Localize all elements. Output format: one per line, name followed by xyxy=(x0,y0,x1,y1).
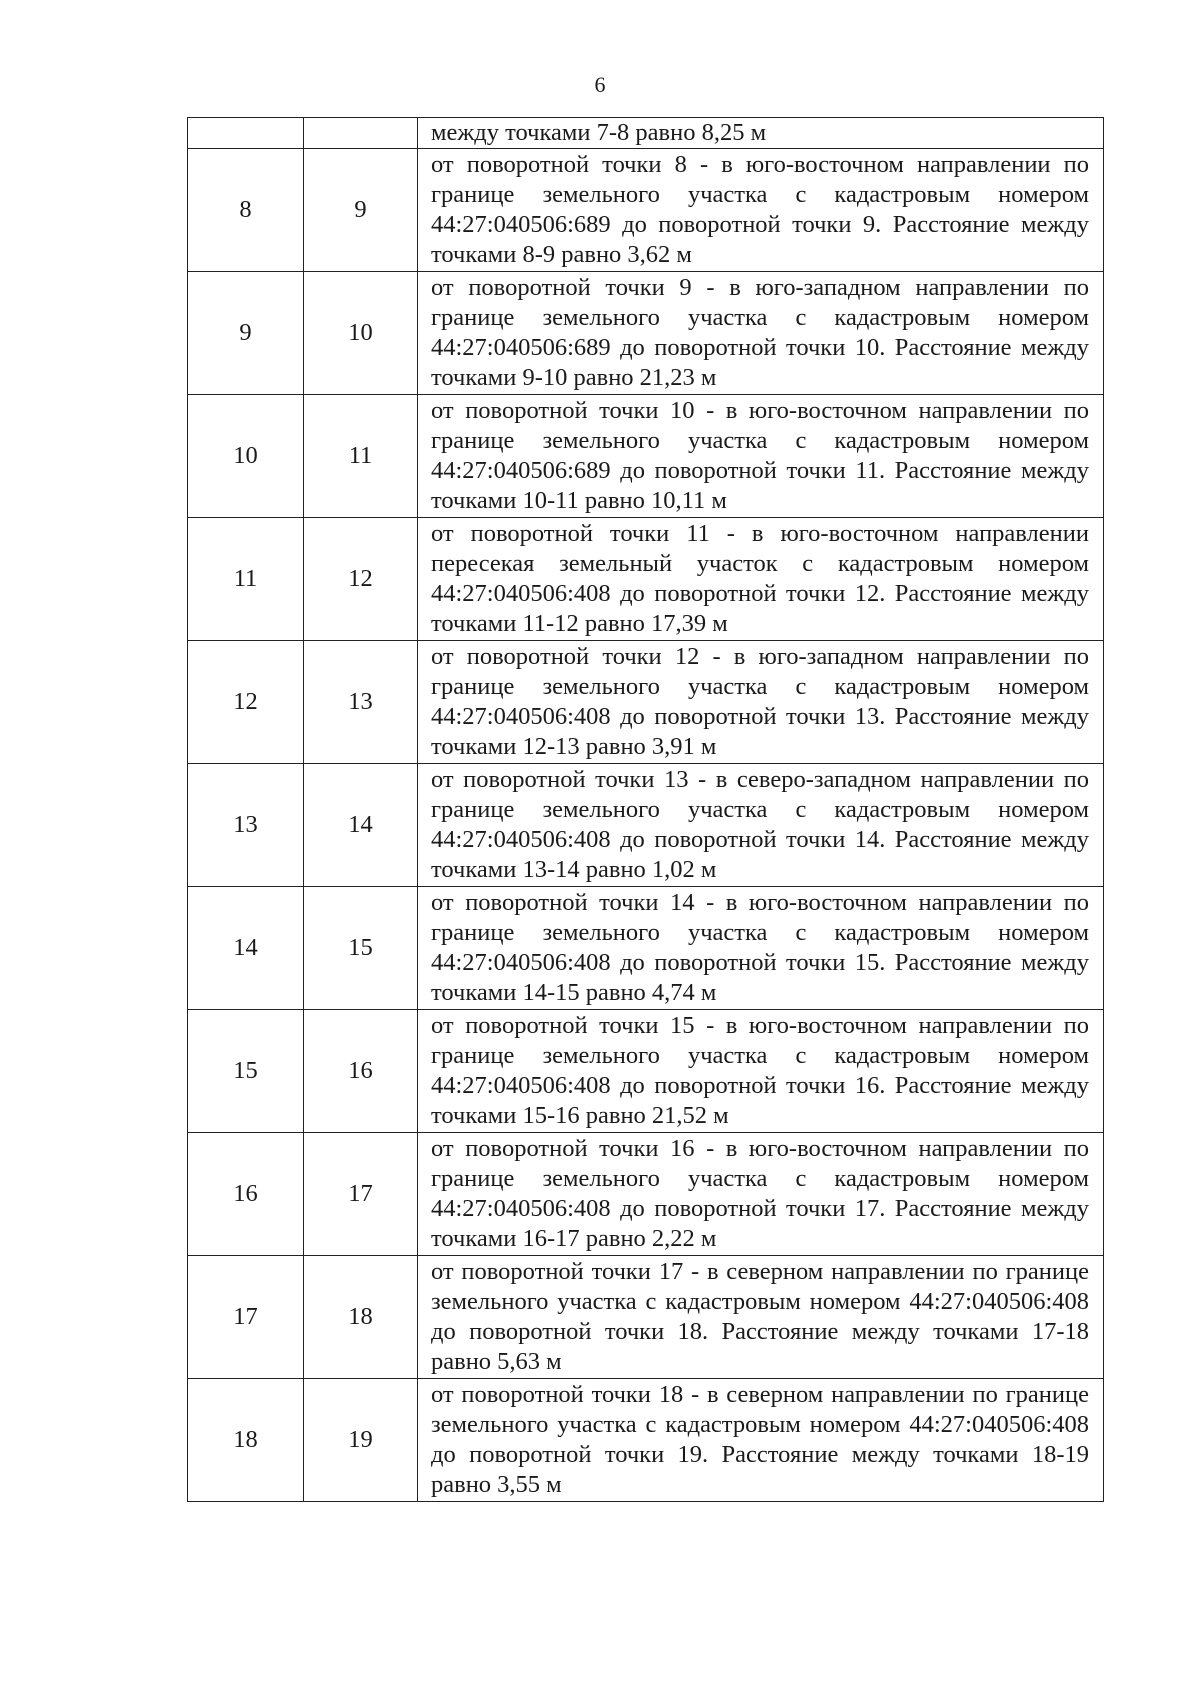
to-point-cell: 14 xyxy=(304,764,418,887)
to-point-cell: 13 xyxy=(304,641,418,764)
segment-description: от поворотной точки 8 - в юго-восточном направлении по границе земельного участка с кадастровым номером 44:27:040506:689 до поворотной точки 9. Расстояние между точками 8-9 равно 3,62 м xyxy=(418,149,1104,272)
table-row xyxy=(188,272,1104,395)
boundary-description-table xyxy=(187,117,1104,1502)
from-point-cell xyxy=(188,118,304,149)
table-row xyxy=(188,887,1104,1010)
from-point-cell: 8 xyxy=(188,149,304,272)
segment-description: от поворотной точки 9 - в юго-западном направлении по границе земельного участка с кадастровым номером 44:27:040506:689 до поворотной точки 10. Расстояние между точками 9-10 равно 21,23 м xyxy=(418,272,1104,395)
segment-description: от поворотной точки 17 - в северном направлении по границе земельного участка с кадастровым номером 44:27:040506:408 до поворотной точки 18. Расстояние между точками 17-18 равно 5,63 м xyxy=(418,1256,1104,1379)
segment-description: от поворотной точки 13 - в северо-западном направлении по границе земельного участка с кадастровым номером 44:27:040506:408 до поворотной точки 14. Расстояние между точками 13-14 равно 1,02 м xyxy=(418,764,1104,887)
segment-description: от поворотной точки 16 - в юго-восточном направлении по границе земельного участка с кадастровым номером 44:27:040506:408 до поворотной точки 17. Расстояние между точками 16-17 равно 2,22 м xyxy=(418,1133,1104,1256)
from-point-cell: 11 xyxy=(188,518,304,641)
table-row xyxy=(188,1133,1104,1256)
segment-description: от поворотной точки 15 - в юго-восточном направлении по границе земельного участка с кадастровым номером 44:27:040506:408 до поворотной точки 16. Расстояние между точками 15-16 равно 21,52 м xyxy=(418,1010,1104,1133)
segment-description: от поворотной точки 18 - в северном направлении по границе земельного участка с кадастровым номером 44:27:040506:408 до поворотной точки 19. Расстояние между точками 18-19 равно 3,55 м xyxy=(418,1379,1104,1502)
from-point-cell: 12 xyxy=(188,641,304,764)
from-point-cell: 9 xyxy=(188,272,304,395)
table-row xyxy=(188,1379,1104,1502)
to-point-cell: 17 xyxy=(304,1133,418,1256)
table-row xyxy=(188,518,1104,641)
to-point-cell xyxy=(304,118,418,149)
to-point-cell: 11 xyxy=(304,395,418,518)
to-point-cell: 15 xyxy=(304,887,418,1010)
segment-description: от поворотной точки 11 - в юго-восточном направлении пересекая земельный участок с кадастровым номером 44:27:040506:408 до поворотной точки 12. Расстояние между точками 11-12 равно 17,39 м xyxy=(418,518,1104,641)
table-row xyxy=(188,1010,1104,1133)
from-point-cell: 14 xyxy=(188,887,304,1010)
to-point-cell: 9 xyxy=(304,149,418,272)
to-point-cell: 18 xyxy=(304,1256,418,1379)
from-point-cell: 13 xyxy=(188,764,304,887)
to-point-cell: 16 xyxy=(304,1010,418,1133)
segment-description: между точками 7-8 равно 8,25 м xyxy=(418,118,1104,149)
page-number: 6 xyxy=(594,72,606,97)
table-row xyxy=(188,1256,1104,1379)
table-row xyxy=(188,149,1104,272)
segment-description: от поворотной точки 10 - в юго-восточном направлении по границе земельного участка с кадастровым номером 44:27:040506:689 до поворотной точки 11. Расстояние между точками 10-11 равно 10,11 м xyxy=(418,395,1104,518)
table-row xyxy=(188,395,1104,518)
from-point-cell: 17 xyxy=(188,1256,304,1379)
from-point-cell: 18 xyxy=(188,1379,304,1502)
to-point-cell: 12 xyxy=(304,518,418,641)
to-point-cell: 19 xyxy=(304,1379,418,1502)
segment-description: от поворотной точки 12 - в юго-западном направлении по границе земельного участка с кадастровым номером 44:27:040506:408 до поворотной точки 13. Расстояние между точками 12-13 равно 3,91 м xyxy=(418,641,1104,764)
table-row xyxy=(188,764,1104,887)
from-point-cell: 16 xyxy=(188,1133,304,1256)
from-point-cell: 10 xyxy=(188,395,304,518)
table-row xyxy=(188,641,1104,764)
table-row-continuation xyxy=(188,118,1104,149)
to-point-cell: 10 xyxy=(304,272,418,395)
from-point-cell: 15 xyxy=(188,1010,304,1133)
segment-description: от поворотной точки 14 - в юго-восточном направлении по границе земельного участка с кадастровым номером 44:27:040506:408 до поворотной точки 15. Расстояние между точками 14-15 равно 4,74 м xyxy=(418,887,1104,1010)
